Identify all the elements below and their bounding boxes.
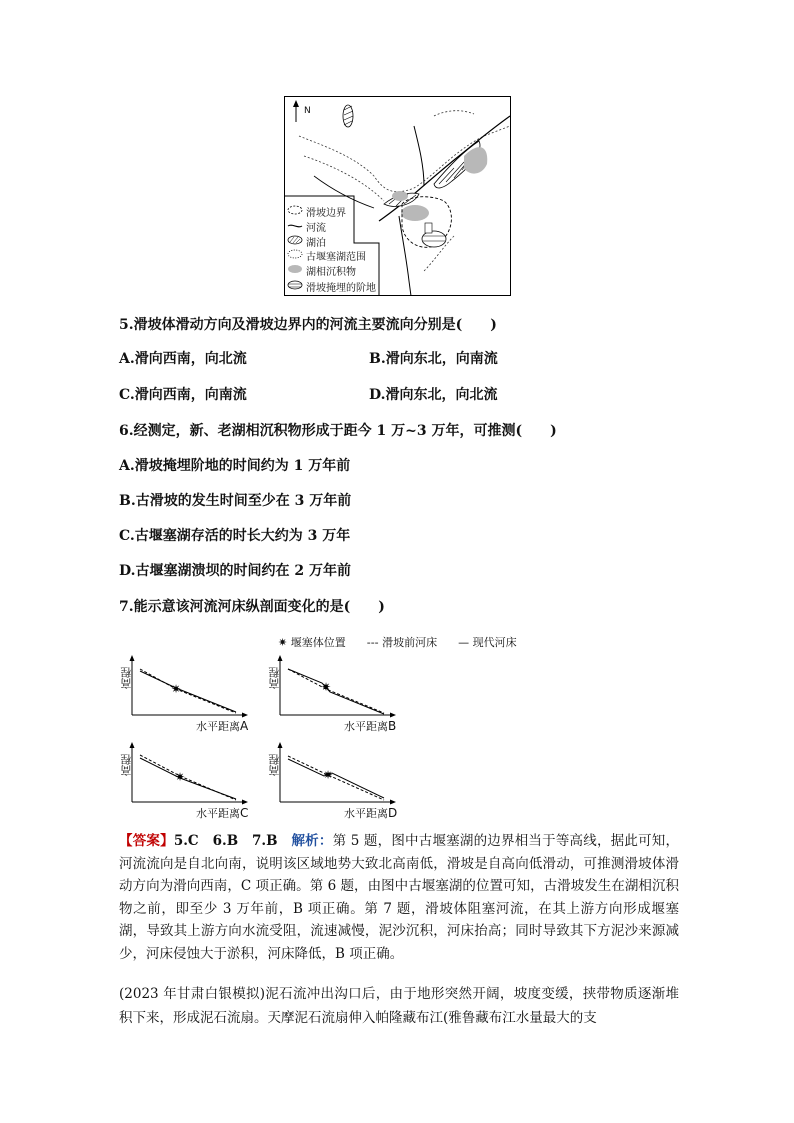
legend-landslide-boundary: 滑坡边界 [306, 208, 346, 219]
q6-option-d: D.古堰塞湖溃坝的时间约在 2 万年前 [119, 563, 352, 579]
q6-option-a: A.滑坡掩埋阶地的时间约为 1 万年前 [119, 458, 351, 474]
legend-lacustrine-sediment: 湖相沉积物 [306, 267, 356, 278]
legend-ancient-dammed-lake: 古堰塞湖范围 [306, 252, 366, 263]
chart-b-before-line [288, 669, 384, 713]
profile-chart-c [118, 742, 258, 820]
chart-c-dam-marker: ✷ [174, 770, 186, 784]
chart-d-ylabel: 高程 [268, 754, 281, 776]
chart-b-letter: B [388, 719, 397, 733]
chart-a-xlabel: 水平距离A [196, 719, 249, 733]
chart-b-ylabel: 高程 [268, 667, 281, 689]
chart-c-ylabel: 高程 [120, 754, 133, 776]
q5-option-b: B.滑向东北，向南流 [369, 351, 498, 367]
chart-a-letter: A [240, 719, 249, 733]
profile-chart-b [266, 655, 406, 733]
q6-stem: 6.经测定，新、老湖相沉积物形成于距今 1 万~3 万年，可推测( ) [119, 423, 557, 439]
chart-c-modern-line [140, 758, 236, 799]
answer-block [119, 830, 679, 965]
answer-keys: 5.C 6.B 7.B [173, 833, 278, 849]
legend-lake: 湖泊 [306, 238, 326, 249]
chart-d-before-line [288, 756, 384, 800]
chart-d-xlabel: 水平距离D [344, 806, 398, 820]
analysis-text: 第 5 题，图中古堰塞湖的边界相当于等高线，据此可知，河流流向是自北向南，说明该区域地势大致北高南低，滑坡是自高向低滑动，可推测滑坡体滑动方向为滑向西南，C 项正确。第 6 题，由图中古堰塞湖的位置可知，古滑坡发生在湖相沉积物之前，即至少 3 万年前，B 项正确。第 7 题，滑坡体阻塞河流，在其上游方向形成堰塞湖，导致其上游方向水流受阻，流速减慢，泥沙沉积，河床抬高；同时导致其下方泥沙来源减少，河床侵蚀大于淤积，河床降低，B 项正确。 [119, 833, 680, 962]
chart-d-dam-marker: ✷ [322, 768, 334, 782]
map-figure [284, 96, 511, 296]
q5-option-d: D.滑向东北，向北流 [369, 387, 498, 403]
chart-d-letter: D [388, 806, 398, 820]
profile-chart-d [266, 742, 406, 820]
chart-c-xlabel: 水平距离C [196, 806, 249, 820]
chart-c-letter: C [240, 806, 249, 820]
north-label: N [304, 106, 311, 116]
legend-river: 河流 [306, 223, 326, 234]
q7-stem: 7.能示意该河流河床纵剖面变化的是( ) [119, 599, 385, 615]
chart-b-dam-marker: ✷ [320, 680, 332, 694]
q5-option-a: A.滑向西南，向北流 [119, 351, 247, 367]
legend-dam-position: ✷ 堰塞体位置 [278, 636, 346, 649]
q5-option-c: C.滑向西南，向南流 [119, 387, 247, 403]
chart-a-dam-marker: ✷ [170, 682, 182, 696]
q5-stem: 5.滑坡体滑动方向及滑坡边界内的河流主要流向分别是( ) [119, 317, 497, 333]
next-question-intro: (2023 年甘肃白银模拟)泥石流冲出沟口后，由于地形突然开阔，坡度变缓，挟带物质逐渐堆积下来，形成泥石流扇。天摩泥石流扇伸入帕隆藏布江(雅鲁藏布江水量最大的支 [119, 986, 679, 1026]
chart-b-xlabel: 水平距离B [344, 719, 397, 733]
analysis-tag: 解析： [291, 833, 333, 849]
legend-pre-landslide-bed: --- 滑坡前河床 [366, 636, 438, 649]
chart-d-modern-line [288, 759, 384, 798]
legend-modern-bed: — 现代河床 [458, 636, 517, 649]
answer-tag: 【答案】 [119, 833, 174, 849]
chart-a-ylabel: 高程 [120, 667, 133, 689]
q6-option-b: B.古滑坡的发生时间至少在 3 万年前 [119, 493, 352, 509]
q6-option-c: C.古堰塞湖存活的时长大约为 3 万年 [119, 528, 351, 544]
profile-legend [278, 634, 517, 650]
legend-buried-terrace: 滑坡掩埋的阶地 [306, 283, 376, 294]
profile-chart-a [118, 655, 258, 733]
